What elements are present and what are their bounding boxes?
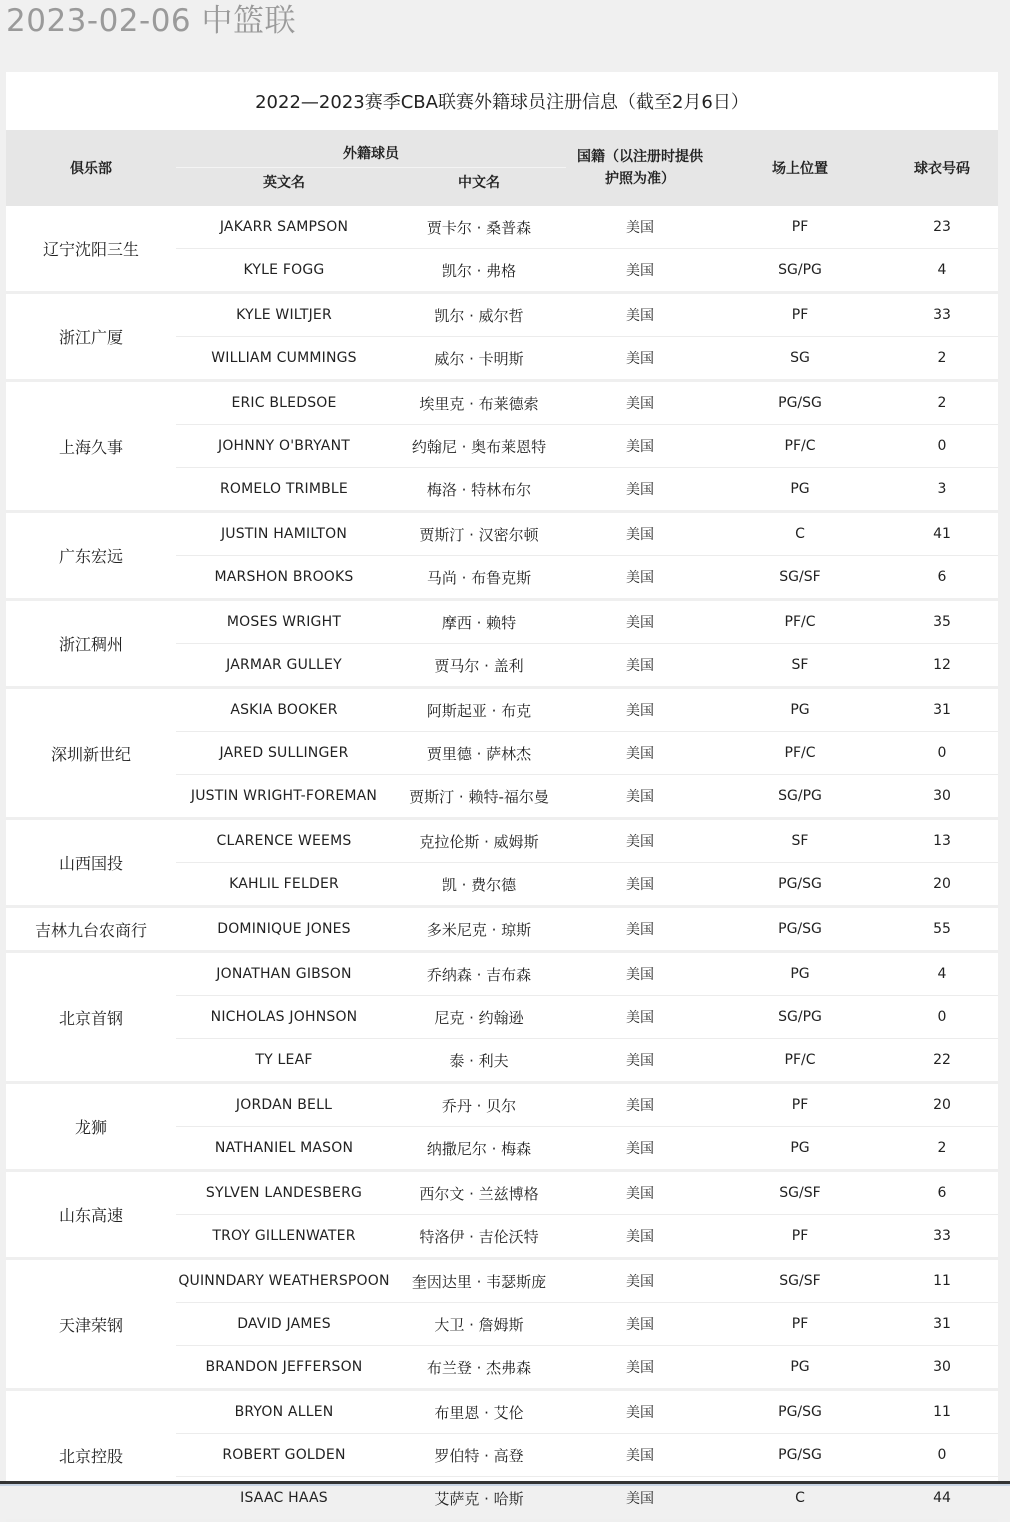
club-name: 北京首钢 [6,952,176,1083]
player-english-name: MARSHON BROOKS [176,556,392,600]
player-chinese-name: 艾萨克 · 哈斯 [392,1477,566,1521]
player-nationality: 美国 [566,1039,714,1083]
player-position: C [714,512,886,556]
player-nationality: 美国 [566,468,714,512]
player-chinese-name: 西尔文 · 兰兹博格 [392,1171,566,1215]
header-club: 俱乐部 [6,130,176,206]
player-jersey-number: 30 [886,775,998,819]
header-nationality [566,130,714,206]
player-position: PG [714,1346,886,1390]
player-english-name: WILLIAM CUMMINGS [176,337,392,381]
header-position: 场上位置 [714,130,886,206]
page-heading: 2023-02-06 中篮联 [6,3,297,39]
player-english-name: KYLE FOGG [176,249,392,293]
player-english-name: JUSTIN WRIGHT-FOREMAN [176,775,392,819]
player-english-name: BRANDON JEFFERSON [176,1346,392,1390]
player-chinese-name: 贾马尔 · 盖利 [392,644,566,688]
player-nationality: 美国 [566,1259,714,1303]
player-jersey-number: 20 [886,1083,998,1127]
player-chinese-name: 摩西 · 赖特 [392,600,566,644]
player-chinese-name: 纳撒尼尔 · 梅森 [392,1127,566,1171]
player-nationality: 美国 [566,512,714,556]
player-nationality: 美国 [566,644,714,688]
registration-document [6,72,998,1508]
player-nationality: 美国 [566,293,714,337]
player-position: PG/SG [714,907,886,952]
player-jersey-number: 2 [886,1127,998,1171]
player-jersey-number: 2 [886,381,998,425]
player-jersey-number: 0 [886,1434,998,1477]
player-english-name: KAHLIL FELDER [176,863,392,907]
table-row [6,1390,998,1434]
player-position: PF/C [714,732,886,775]
player-position: PG [714,952,886,996]
player-jersey-number: 23 [886,206,998,249]
club-name: 山东高速 [6,1171,176,1259]
club-name: 浙江广厦 [6,293,176,381]
table-row [6,206,998,249]
header-chinese-name: 中文名 [392,168,566,207]
table-row [6,688,998,732]
player-nationality: 美国 [566,863,714,907]
player-english-name: JORDAN BELL [176,1083,392,1127]
player-nationality: 美国 [566,1390,714,1434]
player-english-name: QUINNDARY WEATHERSPOON [176,1259,392,1303]
player-jersey-number: 20 [886,863,998,907]
player-jersey-number: 44 [886,1477,998,1521]
player-jersey-number: 4 [886,952,998,996]
player-english-name: MOSES WRIGHT [176,600,392,644]
player-chinese-name: 凯尔 · 威尔哲 [392,293,566,337]
table-row [6,381,998,425]
player-position: SG/PG [714,249,886,293]
player-nationality: 美国 [566,1346,714,1390]
player-chinese-name: 泰 · 利夫 [392,1039,566,1083]
club-name: 吉林九台农商行 [6,907,176,952]
player-chinese-name: 布里恩 · 艾伦 [392,1390,566,1434]
player-jersey-number: 33 [886,1215,998,1259]
player-jersey-number: 30 [886,1346,998,1390]
player-nationality: 美国 [566,1127,714,1171]
player-position: SG/SF [714,1259,886,1303]
player-chinese-name: 罗伯特 · 高登 [392,1434,566,1477]
player-english-name: JARMAR GULLEY [176,644,392,688]
player-position: PF/C [714,425,886,468]
player-nationality: 美国 [566,775,714,819]
player-english-name: JUSTIN HAMILTON [176,512,392,556]
player-position: PF [714,1303,886,1346]
player-jersey-number: 31 [886,1303,998,1346]
player-nationality: 美国 [566,1215,714,1259]
player-position: PG [714,1127,886,1171]
player-position: PF [714,206,886,249]
player-jersey-number: 12 [886,644,998,688]
table-row [6,819,998,863]
document-title: 2022—2023赛季CBA联赛外籍球员注册信息（截至2月6日） [255,92,749,113]
club-name: 上海久事 [6,381,176,512]
player-position: SG/SF [714,556,886,600]
header-nationality-line1: 国籍（以注册时提供 [577,149,703,165]
player-jersey-number: 22 [886,1039,998,1083]
player-position: SF [714,644,886,688]
player-nationality: 美国 [566,1171,714,1215]
player-nationality: 美国 [566,1434,714,1477]
player-chinese-name: 贾斯汀 · 赖特-福尔曼 [392,775,566,819]
player-chinese-name: 多米尼克 · 琼斯 [392,907,566,952]
player-jersey-number: 33 [886,293,998,337]
player-nationality: 美国 [566,996,714,1039]
player-chinese-name: 布兰登 · 杰弗森 [392,1346,566,1390]
player-position: SG/PG [714,775,886,819]
player-nationality: 美国 [566,688,714,732]
player-english-name: TROY GILLENWATER [176,1215,392,1259]
player-chinese-name: 克拉伦斯 · 威姆斯 [392,819,566,863]
player-jersey-number: 0 [886,996,998,1039]
header-nationality-line2: 护照为准） [605,171,675,187]
player-position: SG/PG [714,996,886,1039]
player-position: PG/SG [714,1434,886,1477]
player-jersey-number: 6 [886,1171,998,1215]
player-chinese-name: 乔纳森 · 吉布森 [392,952,566,996]
player-chinese-name: 贾斯汀 · 汉密尔顿 [392,512,566,556]
player-jersey-number: 13 [886,819,998,863]
table-row [6,1083,998,1127]
header-english-name: 英文名 [176,168,392,207]
player-english-name: SYLVEN LANDESBERG [176,1171,392,1215]
club-name: 深圳新世纪 [6,688,176,819]
player-position: PG/SG [714,381,886,425]
player-nationality: 美国 [566,556,714,600]
club-name: 山西国投 [6,819,176,907]
player-english-name: ISAAC HAAS [176,1477,392,1521]
player-nationality: 美国 [566,337,714,381]
player-english-name: ROBERT GOLDEN [176,1434,392,1477]
player-chinese-name: 马尚 · 布鲁克斯 [392,556,566,600]
player-nationality: 美国 [566,1083,714,1127]
player-english-name: KYLE WILTJER [176,293,392,337]
player-nationality: 美国 [566,952,714,996]
header-foreign-player: 外籍球员 [176,130,566,168]
player-english-name: ASKIA BOOKER [176,688,392,732]
player-nationality: 美国 [566,381,714,425]
club-name: 龙狮 [6,1083,176,1171]
player-nationality: 美国 [566,249,714,293]
player-position: PF/C [714,1039,886,1083]
table-row [6,907,998,952]
table-row [6,1171,998,1215]
club-name: 广东宏远 [6,512,176,600]
player-position: C [714,1477,886,1521]
player-nationality: 美国 [566,600,714,644]
table-row [6,512,998,556]
player-chinese-name: 贾里德 · 萨林杰 [392,732,566,775]
player-jersey-number: 11 [886,1259,998,1303]
player-english-name: BRYON ALLEN [176,1390,392,1434]
player-position: PG/SG [714,1390,886,1434]
player-nationality: 美国 [566,1303,714,1346]
player-english-name: TY LEAF [176,1039,392,1083]
player-chinese-name: 凯尔 · 弗格 [392,249,566,293]
table-body [6,206,998,1521]
player-nationality: 美国 [566,1477,714,1521]
player-chinese-name: 尼克 · 约翰逊 [392,996,566,1039]
player-english-name: NATHANIEL MASON [176,1127,392,1171]
player-jersey-number: 0 [886,425,998,468]
player-jersey-number: 35 [886,600,998,644]
foreign-player-table [6,130,998,1522]
player-chinese-name: 大卫 · 詹姆斯 [392,1303,566,1346]
player-nationality: 美国 [566,206,714,249]
player-english-name: DAVID JAMES [176,1303,392,1346]
player-position: PF [714,1215,886,1259]
player-position: PG [714,468,886,512]
player-jersey-number: 6 [886,556,998,600]
club-name: 辽宁沈阳三生 [6,206,176,293]
player-nationality: 美国 [566,732,714,775]
table-row [6,293,998,337]
player-english-name: JARED SULLINGER [176,732,392,775]
player-nationality: 美国 [566,907,714,952]
player-position: PF/C [714,600,886,644]
player-position: PF [714,293,886,337]
player-chinese-name: 奎因达里 · 韦瑟斯庞 [392,1259,566,1303]
player-english-name: JONATHAN GIBSON [176,952,392,996]
player-chinese-name: 凯 · 费尔德 [392,863,566,907]
player-nationality: 美国 [566,819,714,863]
player-chinese-name: 梅洛 · 特林布尔 [392,468,566,512]
header-jersey-number: 球衣号码 [886,130,998,206]
player-jersey-number: 0 [886,732,998,775]
player-position: PF [714,1083,886,1127]
player-chinese-name: 埃里克 · 布莱德索 [392,381,566,425]
table-row [6,952,998,996]
player-chinese-name: 威尔 · 卡明斯 [392,337,566,381]
player-jersey-number: 4 [886,249,998,293]
table-row [6,600,998,644]
player-chinese-name: 乔丹 · 贝尔 [392,1083,566,1127]
player-jersey-number: 41 [886,512,998,556]
player-chinese-name: 约翰尼 · 奥布莱恩特 [392,425,566,468]
player-chinese-name: 贾卡尔 · 桑普森 [392,206,566,249]
table-row [6,1259,998,1303]
player-english-name: ERIC BLEDSOE [176,381,392,425]
player-position: SG [714,337,886,381]
player-jersey-number: 31 [886,688,998,732]
player-jersey-number: 2 [886,337,998,381]
player-nationality: 美国 [566,425,714,468]
player-position: SF [714,819,886,863]
player-english-name: ROMELO TRIMBLE [176,468,392,512]
player-chinese-name: 特洛伊 · 吉伦沃特 [392,1215,566,1259]
player-english-name: DOMINIQUE JONES [176,907,392,952]
player-english-name: CLARENCE WEEMS [176,819,392,863]
player-jersey-number: 3 [886,468,998,512]
player-position: PG [714,688,886,732]
club-name: 北京控股 [6,1390,176,1521]
club-name: 浙江稠州 [6,600,176,688]
player-jersey-number: 55 [886,907,998,952]
player-jersey-number: 11 [886,1390,998,1434]
player-position: PG/SG [714,863,886,907]
club-name: 天津荣钢 [6,1259,176,1390]
player-position: SG/SF [714,1171,886,1215]
player-english-name: NICHOLAS JOHNSON [176,996,392,1039]
table-header [6,130,998,206]
player-chinese-name: 阿斯起亚 · 布克 [392,688,566,732]
player-english-name: JOHNNY O'BRYANT [176,425,392,468]
player-english-name: JAKARR SAMPSON [176,206,392,249]
